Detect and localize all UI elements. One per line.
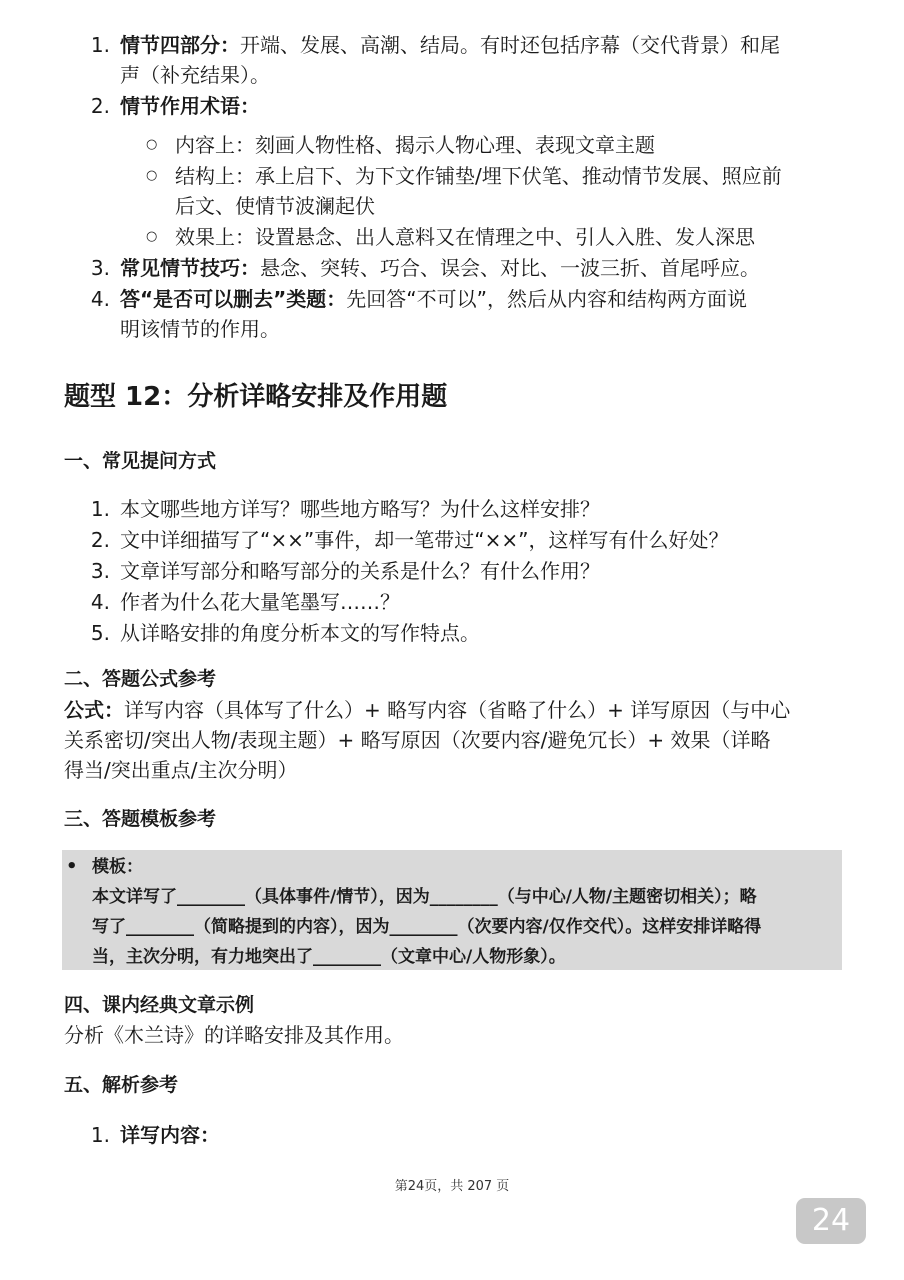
item-label: 常见情节技巧： — [120, 256, 260, 280]
list-item: 作者为什么花大量笔墨写……？ — [120, 590, 400, 614]
list-number: 5. — [90, 621, 110, 645]
sub-item: 结构上：承上启下、为下文作铺垫/埋下伏笔、推动情节发展、照应前 — [175, 164, 782, 188]
list-number: 1. — [90, 33, 110, 57]
template-label: 模板： — [92, 857, 143, 877]
list-item — [120, 30, 780, 60]
subsection-title: 四、课内经典文章示例 — [64, 994, 255, 1016]
page-number-badge: 24 — [796, 1198, 866, 1244]
list-item — [120, 1120, 220, 1150]
template-text: 当，主次分明，有力地突出了________（文章中心/人物形象）。 — [92, 947, 566, 967]
page-footer: 第24页，共 207 页 — [394, 1179, 510, 1194]
item-text-continued: 明该情节的作用。 — [120, 317, 280, 341]
list-number: 4. — [90, 590, 110, 614]
item-text: 悬念、突转、巧合、误会、对比、一波三折、首尾呼应。 — [260, 256, 760, 280]
item-label: 情节作用术语： — [120, 94, 260, 118]
list-item — [120, 91, 260, 121]
sub-item-continued: 后文、使情节波澜起伏 — [175, 194, 375, 218]
list-item — [120, 284, 747, 314]
list-item — [120, 253, 760, 283]
list-item: 文中详细描写了“××”事件，却一笔带过“××”，这样写有什么好处？ — [120, 528, 729, 552]
item-text-continued: 声（补充结果）。 — [120, 63, 270, 87]
sub-item: 内容上：刻画人物性格、揭示人物心理、表现文章主题 — [175, 133, 655, 157]
item-label: 情节四部分： — [120, 33, 240, 57]
list-number: 1. — [90, 497, 110, 521]
item-label: 答“是否可以删去”类题： — [120, 287, 347, 311]
item-label: 详写内容： — [120, 1123, 220, 1147]
circle-bullet-icon: ○ — [146, 229, 158, 244]
section-heading: 题型 12：分析详略安排及作用题 — [64, 382, 448, 412]
formula-text: 详写内容（具体写了什么）+ 略写内容（省略了什么）+ 详写原因（与中心 — [124, 698, 791, 722]
circle-bullet-icon: ○ — [146, 137, 158, 152]
list-number: 2. — [90, 528, 110, 552]
formula-label: 公式： — [64, 698, 124, 722]
sub-item: 效果上：设置悬念、出人意料又在情理之中、引人入胜、发人深思 — [175, 225, 755, 249]
list-item: 文章详写部分和略写部分的关系是什么？有什么作用？ — [120, 559, 600, 583]
subsection-title: 二、答题公式参考 — [64, 668, 217, 690]
list-number: 3. — [90, 256, 110, 280]
list-number: 4. — [90, 287, 110, 311]
formula-paragraph — [64, 695, 790, 725]
list-number: 3. — [90, 559, 110, 583]
item-text: 先回答“不可以”，然后从内容和结构两方面说 — [346, 287, 748, 311]
list-item: 从详略安排的角度分析本文的写作特点。 — [120, 621, 480, 645]
example-text: 分析《木兰诗》的详略安排及其作用。 — [64, 1023, 404, 1047]
bullet-icon: • — [66, 856, 78, 877]
list-number: 1. — [90, 1123, 110, 1147]
subsection-title: 一、常见提问方式 — [64, 450, 217, 472]
subsection-title: 五、解析参考 — [64, 1074, 179, 1096]
list-item: 本文哪些地方详写？哪些地方略写？为什么这样安排？ — [120, 497, 600, 521]
formula-text-continued: 得当/突出重点/主次分明） — [64, 758, 298, 782]
circle-bullet-icon: ○ — [146, 168, 158, 183]
template-text: 写了________（简略提到的内容），因为________（次要内容/仅作交代）。这样安排详略得 — [92, 917, 762, 937]
list-number: 2. — [90, 94, 110, 118]
item-text: 开端、发展、高潮、结局。有时还包括序幕（交代背景）和尾 — [240, 33, 780, 57]
formula-text-continued: 关系密切/突出人物/表现主题）+ 略写原因（次要内容/避免冗长）+ 效果（详略 — [64, 728, 771, 752]
subsection-title: 三、答题模板参考 — [64, 808, 217, 830]
template-text: 本文详写了________（具体事件/情节），因为________（与中心/人物/主题密切相关）；略 — [92, 887, 757, 907]
